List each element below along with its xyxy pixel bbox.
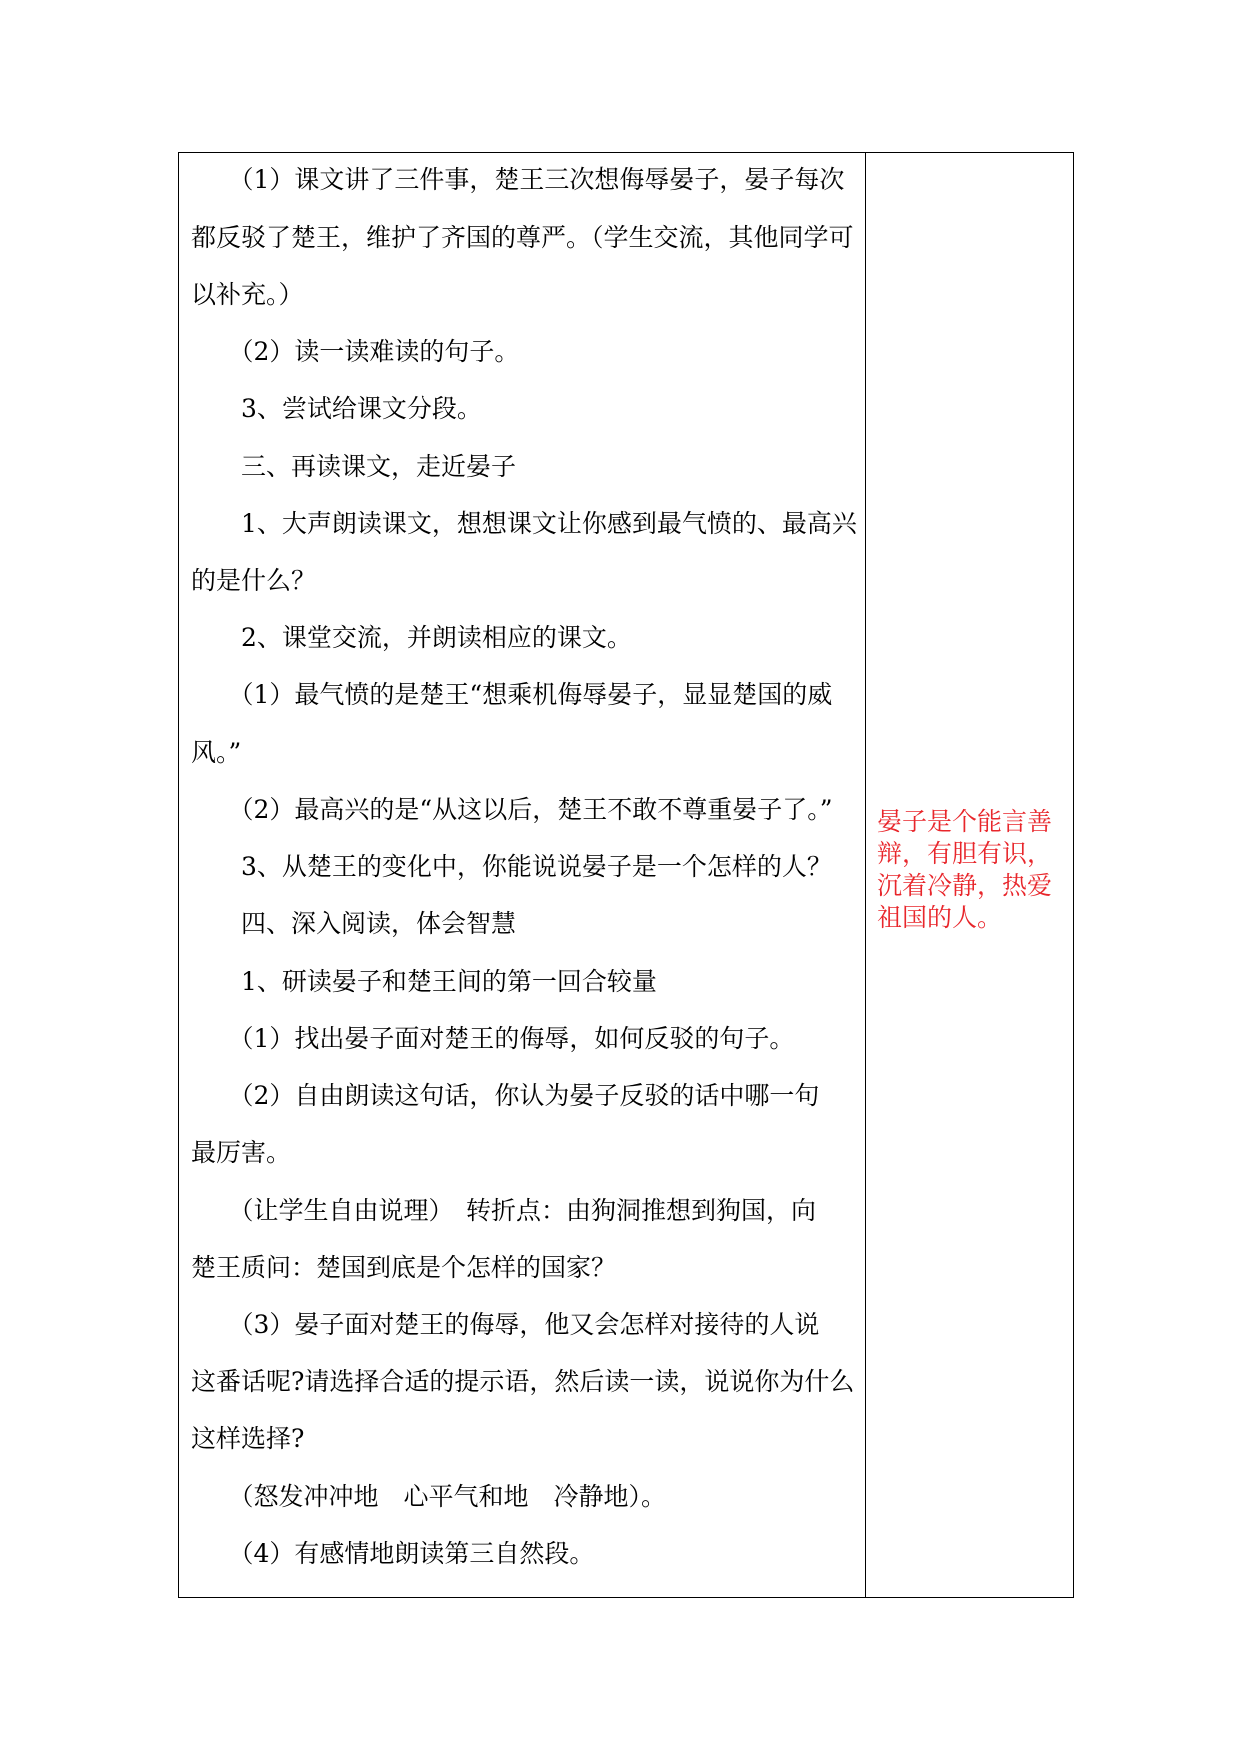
content-line: （2）最高兴的是“从这以后，楚王不敢不尊重晏子了。” — [191, 795, 833, 824]
content-line: （怒发冲冲地 心平气和地 冷静地）。 — [191, 1482, 667, 1511]
content-line: 这样选择? — [191, 1424, 305, 1453]
side-note-line: 辩，有胆有识， — [877, 839, 1053, 868]
side-note-line: 晏子是个能言善 — [877, 807, 1053, 836]
section-heading: 三、再读课文，走近晏子 — [191, 452, 517, 481]
content-line: （1）课文讲了三件事，楚王三次想侮辱晏子，晏子每次 — [191, 165, 845, 194]
content-line: 都反驳了楚王，维护了齐国的尊严。（学生交流，其他同学可 — [191, 223, 854, 252]
side-note-cell — [867, 153, 1073, 1597]
content-line: （2）读一读难读的句子。 — [191, 337, 520, 366]
content-line: （3）晏子面对楚王的侮辱，他又会怎样对接待的人说 — [191, 1310, 820, 1339]
side-note-line: 祖国的人。 — [877, 903, 1003, 932]
lesson-content-cell — [179, 153, 865, 1597]
content-line: 风。” — [191, 738, 242, 767]
section-heading: 四、深入阅读，体会智慧 — [191, 909, 517, 938]
content-line: （2）自由朗读这句话，你认为晏子反驳的话中哪一句 — [191, 1081, 820, 1110]
content-line: （1）找出晏子面对楚王的侮辱，如何反驳的句子。 — [191, 1024, 795, 1053]
content-line: 3、尝试给课文分段。 — [191, 394, 482, 423]
content-line: （让学生自由说理） 转折点：由狗洞推想到狗国，向 — [191, 1196, 817, 1225]
content-line: 1、大声朗读课文，想想课文让你感到最气愤的、最高兴 — [191, 509, 857, 538]
lesson-table — [178, 152, 1074, 1598]
content-line: 以补充。） — [191, 280, 304, 309]
content-line: 2、课堂交流，并朗读相应的课文。 — [191, 623, 632, 652]
content-line: 的是什么？ — [191, 566, 317, 595]
content-line: 3、从楚王的变化中，你能说说晏子是一个怎样的人？ — [191, 852, 832, 881]
content-line: （4）有感情地朗读第三自然段。 — [191, 1539, 595, 1568]
content-line: 楚王质问：楚国到底是个怎样的国家？ — [191, 1253, 617, 1282]
content-line: 最厉害。 — [191, 1138, 292, 1167]
content-line: 1、研读晏子和楚王间的第一回合较量 — [191, 967, 657, 996]
content-line: 这番话呢?请选择合适的提示语，然后读一读，说说你为什么 — [191, 1367, 855, 1396]
side-note-line: 沉着冷静，热爱 — [877, 871, 1053, 900]
column-divider — [865, 153, 866, 1597]
content-line: （1）最气愤的是楚王“想乘机侮辱晏子，显显楚国的威 — [191, 680, 833, 709]
